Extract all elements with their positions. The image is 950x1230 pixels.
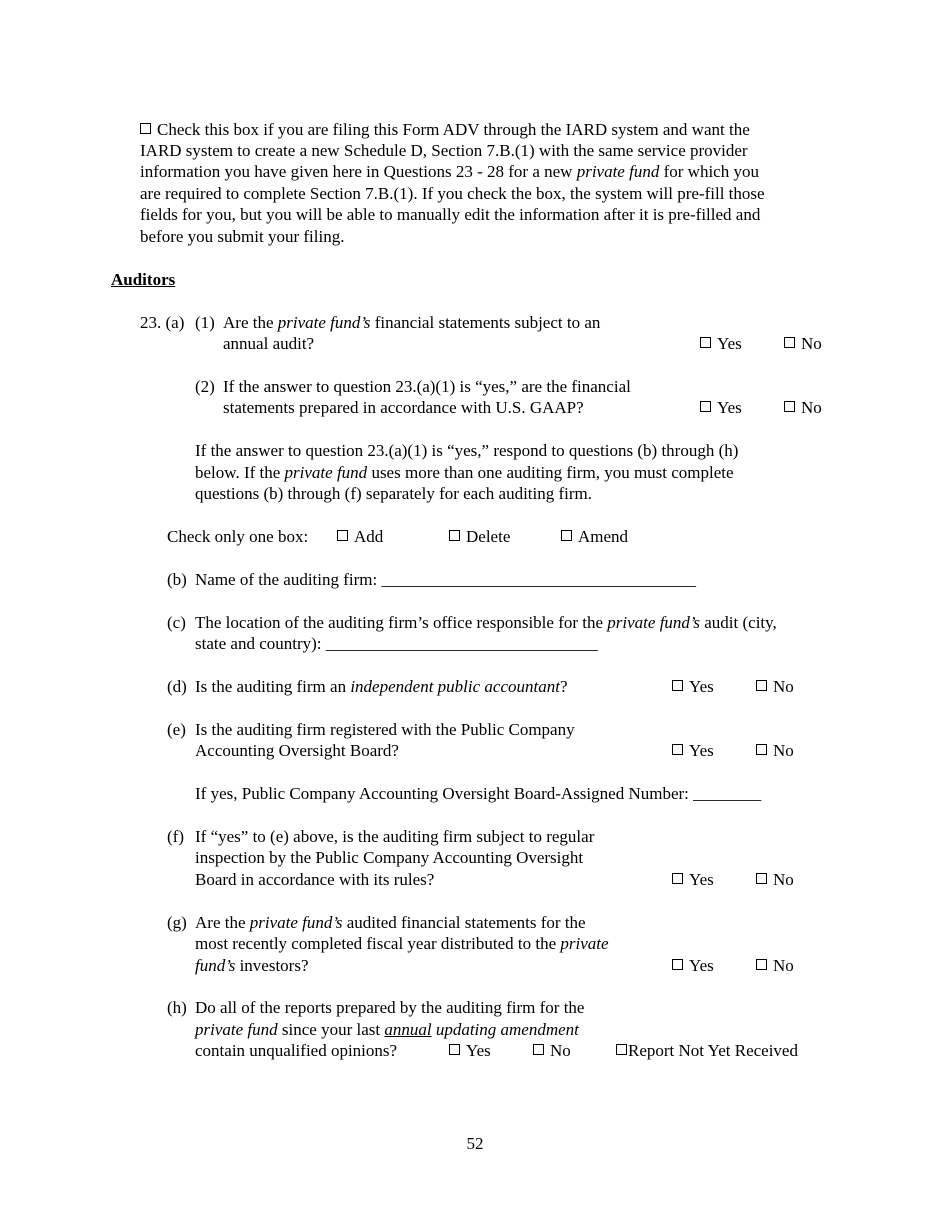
checkbox[interactable] — [561, 530, 572, 541]
q23h-yes[interactable]: Yes — [449, 1040, 491, 1062]
q23-number: 23. (a) — [140, 313, 185, 332]
checkbox[interactable] — [784, 337, 795, 348]
q23g-text: Are the private fund’s audited financial statements for the — [195, 913, 586, 932]
q23a2-text-2: statements prepared in accordance with U.S. GAAP? — [223, 398, 584, 417]
q23a2-no[interactable]: No — [784, 397, 822, 419]
checkbox[interactable] — [756, 744, 767, 755]
checkbox[interactable] — [616, 1044, 627, 1055]
checkbox[interactable] — [756, 680, 767, 691]
q23a1-no[interactable]: No — [784, 333, 822, 355]
add-option[interactable]: Add — [337, 526, 383, 548]
q23g-no[interactable]: No — [756, 955, 794, 977]
note-line-2: below. If the private fund uses more than one auditing firm, you must complete — [195, 463, 734, 482]
intro-line-3: information you have given here in Questions 23 - 28 for a new private fund for which you — [140, 162, 759, 181]
q23b-text: Name of the auditing firm: _____________________________________ — [195, 570, 696, 589]
q23a1-text-2: annual audit? — [223, 334, 315, 353]
q23a1-number: (1) — [195, 313, 215, 332]
q23f-number: (f) — [167, 827, 184, 846]
note-line-1: If the answer to question 23.(a)(1) is “yes,” respond to questions (b) through (h) — [195, 441, 739, 460]
q23h-text: Do all of the reports prepared by the auditing firm for the — [195, 998, 585, 1017]
amend-option[interactable]: Amend — [561, 526, 628, 548]
q23g-yes[interactable]: Yes — [672, 955, 714, 977]
checkbox[interactable] — [337, 530, 348, 541]
q23f-text: If “yes” to (e) above, is the auditing firm subject to regular — [195, 827, 595, 846]
q23f-yes[interactable]: Yes — [672, 869, 714, 891]
auditing-firm-name-field[interactable]: _____________________________________ — [381, 570, 696, 589]
pcaob-number-field[interactable]: ________ — [693, 784, 762, 803]
prefill-checkbox[interactable] — [140, 123, 151, 134]
q23g-text-2: most recently completed fiscal year distributed to the private — [195, 934, 609, 953]
checkbox[interactable] — [533, 1044, 544, 1055]
q23a2-yes[interactable]: Yes — [700, 397, 742, 419]
auditor-location-field[interactable]: ________________________________ — [325, 634, 598, 653]
q23h-text-3: contain unqualified opinions? — [195, 1041, 398, 1060]
intro-line-1: Check this box if you are filing this Form ADV through the IARD system and want the — [140, 119, 750, 141]
intro-line-4: are required to complete Section 7.B.(1). If you check the box, the system will pre-fill those — [140, 184, 765, 203]
q23a2-number: (2) — [195, 377, 215, 396]
q23d-number: (d) — [167, 677, 187, 696]
q23h-no[interactable]: No — [533, 1040, 571, 1062]
q23g-number: (g) — [167, 913, 187, 932]
q23h-text-2: private fund since your last annual updating amendment — [195, 1020, 579, 1039]
q23e-no[interactable]: No — [756, 740, 794, 762]
checkbox[interactable] — [672, 744, 683, 755]
checkbox[interactable] — [756, 959, 767, 970]
q23d-yes[interactable]: Yes — [672, 676, 714, 698]
checkbox[interactable] — [700, 337, 711, 348]
pcaob-number-line: If yes, Public Company Accounting Oversight Board-Assigned Number: ________ — [195, 784, 762, 803]
checkbox[interactable] — [700, 401, 711, 412]
q23a1-yes[interactable]: Yes — [700, 333, 742, 355]
q23c-text: The location of the auditing firm’s office responsible for the private fund’s audit (city, — [195, 613, 777, 632]
q23f-no[interactable]: No — [756, 869, 794, 891]
checkbox[interactable] — [672, 959, 683, 970]
page-number: 52 — [466, 1134, 484, 1153]
q23e-number: (e) — [167, 720, 186, 739]
q23a1-text: Are the private fund’s financial statements subject to an — [223, 313, 601, 332]
intro-line-2: IARD system to create a new Schedule D, Section 7.B.(1) with the same service provider — [140, 141, 748, 160]
note-line-3: questions (b) through (f) separately for each auditing firm. — [195, 484, 593, 503]
delete-option[interactable]: Delete — [449, 526, 510, 548]
q23e-yes[interactable]: Yes — [672, 740, 714, 762]
q23g-text-3: fund’s investors? — [195, 956, 309, 975]
q23d-text: Is the auditing firm an independent public accountant? — [195, 677, 568, 696]
checkbox[interactable] — [449, 1044, 460, 1055]
q23h-number: (h) — [167, 998, 187, 1017]
checkbox[interactable] — [449, 530, 460, 541]
q23c-number: (c) — [167, 613, 186, 632]
intro-line-6: before you submit your filing. — [140, 227, 345, 246]
check-one-label: Check only one box: — [167, 527, 309, 546]
q23h-not-received[interactable]: Report Not Yet Received — [616, 1040, 798, 1062]
q23f-text-3: Board in accordance with its rules? — [195, 870, 435, 889]
checkbox[interactable] — [672, 873, 683, 884]
q23c-text-2: state and country): ________________________________ — [195, 634, 598, 653]
q23f-text-2: inspection by the Public Company Accounting Oversight — [195, 848, 584, 867]
q23a2-text: If the answer to question 23.(a)(1) is “yes,” are the financial — [223, 377, 631, 396]
checkbox[interactable] — [756, 873, 767, 884]
q23d-no[interactable]: No — [756, 676, 794, 698]
checkbox[interactable] — [784, 401, 795, 412]
q23b-number: (b) — [167, 570, 187, 589]
checkbox[interactable] — [672, 680, 683, 691]
intro-line-5: fields for you, but you will be able to manually edit the information after it is pre-filled and — [140, 205, 761, 224]
q23e-text: Is the auditing firm registered with the Public Company — [195, 720, 575, 739]
section-heading: Auditors — [111, 270, 176, 289]
q23e-text-2: Accounting Oversight Board? — [195, 741, 399, 760]
